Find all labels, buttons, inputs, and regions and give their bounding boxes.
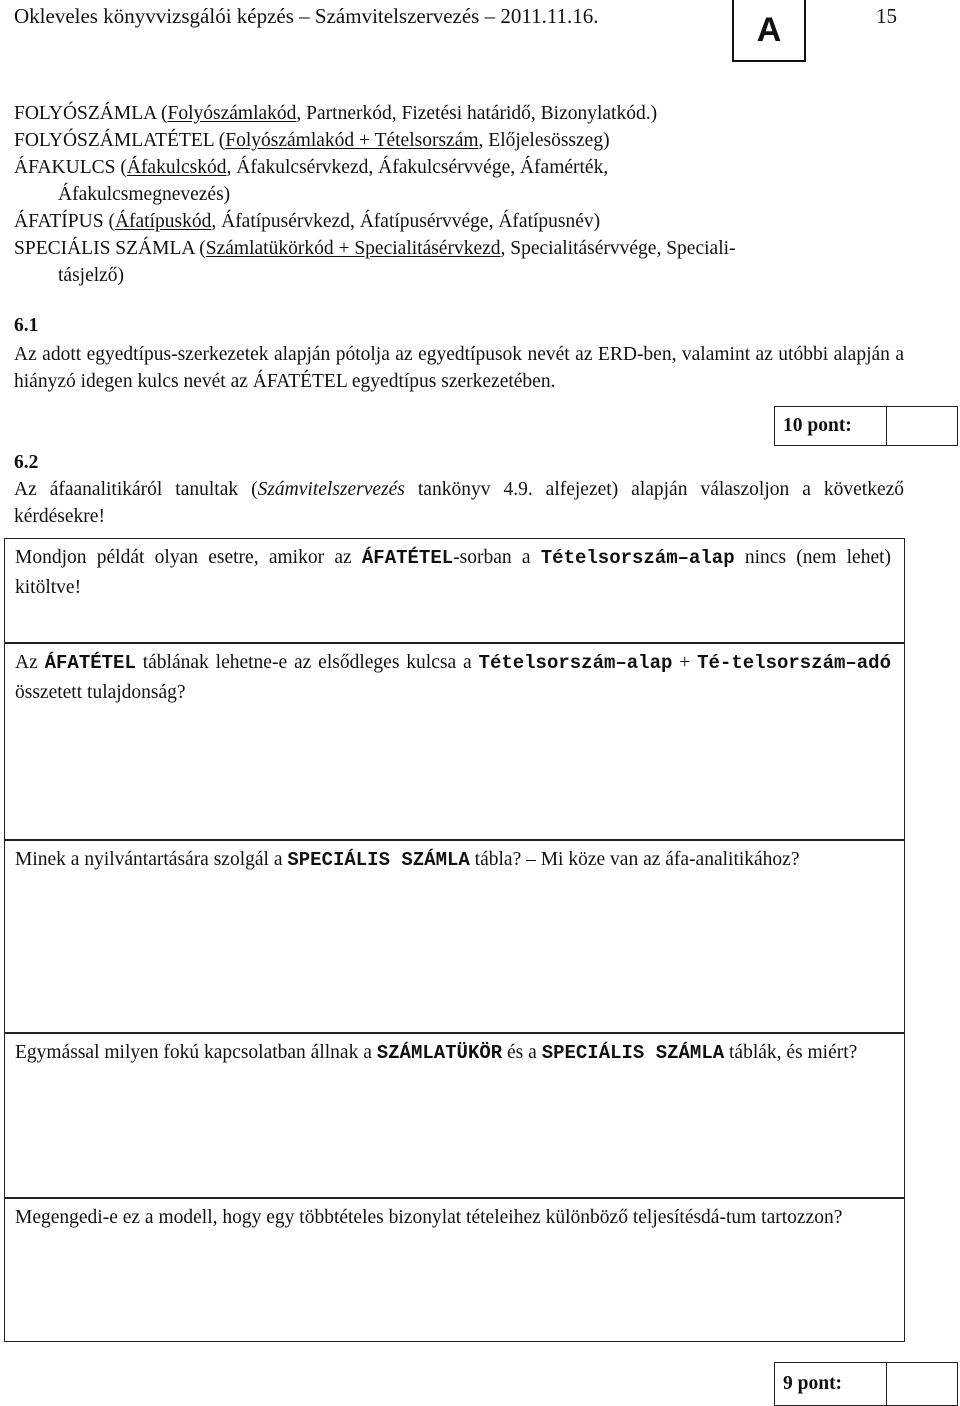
schema-folyoszamlatetel: FOLYÓSZÁMLATÉTEL (Folyószámlakód + Tételsorszám, Előjelesösszeg) [14,130,610,151]
answer-box[interactable] [4,840,905,1033]
section-text: Az adott egyedtípus-szerkezetek alapján pótolja az egyedtípusok nevét az ERD-ben, valamint az utóbbi alapján a hiányzó idegen kulcs nevét az ÁFATÉTEL egyedtípus szerkezetében. [14,344,904,392]
question-text: Minek a nyilvántartására szolgál a SPECIÁLIS SZÁMLA tábla? – Mi köze van az áfa-analitikához? [15,849,800,871]
answer-box[interactable] [4,538,905,643]
primary-key: Áfatípuskód [114,211,212,232]
primary-key: Számlatükörkód + Specialitásérvkezd [205,238,501,259]
primary-key: Folyószámlakód [167,103,297,124]
question-text: Mondjon példát olyan esetre, amikor az ÁFATÉTEL-sorban a Tételsorszám–alap nincs (nem lehet) kitöltve! [15,547,892,598]
primary-key: Folyószámlakód + Tételsorszám [225,130,479,151]
answer-box[interactable] [4,643,905,840]
schema-folyoszamla: FOLYÓSZÁMLA (Folyószámlakód, Partnerkód, Fizetési határidő, Bizonylatkód.) [14,103,658,124]
primary-key: Áfakulcskód [126,157,227,178]
question-text: Megengedi-e ez a modell, hogy egy többtételes bizonylat tételeihez különböző teljesítésdá-tum tartozzon? [15,1207,843,1228]
question-text: Az ÁFATÉTEL táblának lehetne-e az elsődleges kulcsa a Tételsorszám–alap + Té-telsorszám–adó összetett tulajdonság? [15,652,891,703]
score-field[interactable] [887,407,957,445]
answer-box[interactable] [4,1033,905,1198]
schema-afatipus: ÁFATÍPUS (Áfatípuskód, Áfatípusérvkezd, Áfatípusérvvége, Áfatípusnév) [14,211,601,232]
score-field[interactable] [887,1363,957,1405]
schema-afakulcs: ÁFAKULCS (Áfakulcskód, Áfakulcsérvkezd, Áfakulcsérvvége, Áfamérték, [14,157,609,178]
score-label: 10 pont: [775,407,887,445]
question-text: Egymással milyen fokú kapcsolatban állnak a SZÁMLATÜKÖR és a SPECIÁLIS SZÁMLA táblák, és miért? [15,1042,858,1064]
variant-badge: A [732,0,806,62]
score-box-6-1 [774,406,958,446]
score-label: 9 pont: [775,1363,887,1405]
page-number: 15 [876,4,897,28]
schema-specialis-szamla: SPECIÁLIS SZÁMLA (Számlatükörkód + Specialitásérvkezd, Specialitásérvvége, Speciali- [14,238,736,259]
answer-box[interactable] [4,1198,905,1342]
section-number: 6.2 [14,452,39,473]
score-box-6-2 [774,1362,958,1406]
schema-afakulcs-cont: Áfakulcsmegnevezés) [58,184,231,205]
schema-specialis-cont: tásjelző) [58,265,125,286]
section-text: Az áfaanalitikáról tanultak (Számvitelszervezés tankönyv 4.9. alfejezet) alapján válaszoljon a következő kérdésekre! [14,479,904,527]
section-number: 6.1 [14,315,39,336]
page-header-title: Okleveles könyvvizsgálói képzés – Számvitelszervezés – 2011.11.16. [14,4,599,28]
